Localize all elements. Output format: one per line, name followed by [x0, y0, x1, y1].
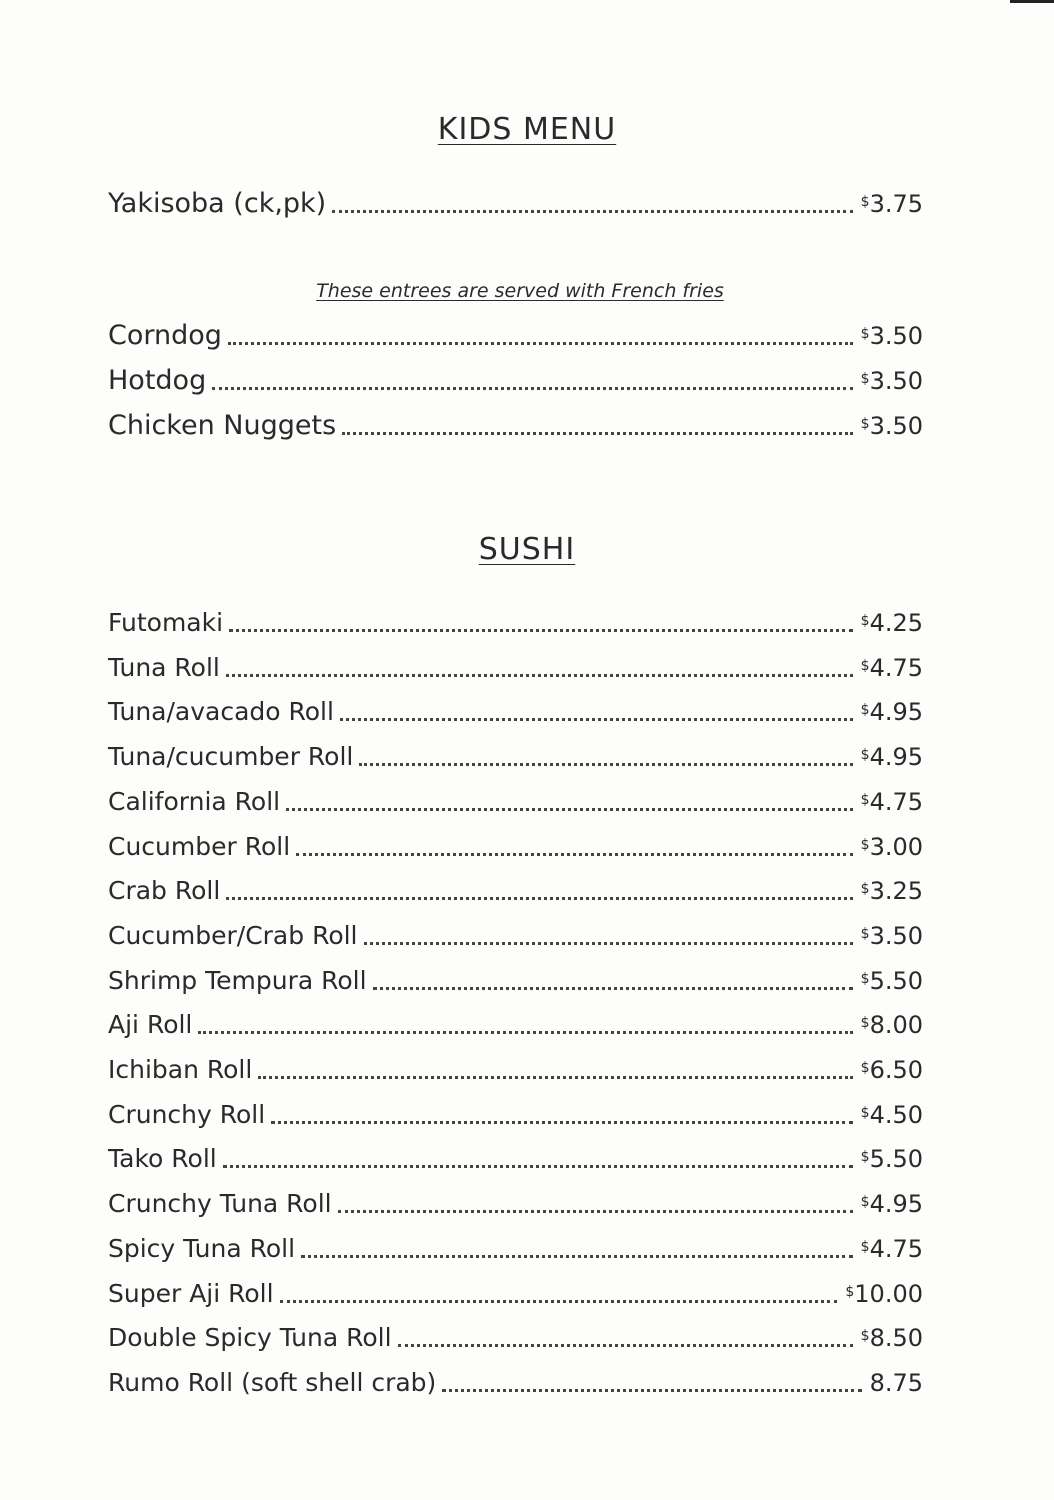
currency-symbol: $ — [860, 702, 870, 719]
menu-item-price — [845, 1276, 923, 1312]
currency-symbol: $ — [860, 371, 870, 387]
menu-item-name: Super Aji Roll — [108, 1278, 274, 1308]
menu-item-name: Spicy Tuna Roll — [108, 1233, 296, 1263]
dot-leader — [286, 807, 853, 811]
dot-leader — [442, 1388, 861, 1392]
menu-item-row — [108, 963, 923, 999]
price-amount: 3.50 — [869, 412, 923, 440]
menu-item-name: Futomaki — [108, 608, 224, 637]
menu-item-row — [108, 1097, 923, 1133]
menu-item-name: Crab Roll — [108, 876, 221, 906]
price-amount: 3.25 — [869, 877, 923, 906]
menu-item-row — [108, 873, 923, 909]
menu-item-price — [861, 1097, 923, 1133]
dot-leader — [280, 1299, 838, 1303]
price-amount: 4.95 — [869, 743, 923, 772]
currency-symbol: $ — [860, 836, 870, 853]
menu-item-name: Tako Roll — [108, 1144, 217, 1174]
menu-item-row — [108, 1186, 923, 1222]
menu-item-price — [861, 694, 923, 730]
dot-leader — [364, 941, 853, 945]
menu-item-price — [861, 1007, 923, 1043]
menu-item-price — [861, 739, 923, 775]
menu-item-price — [861, 1052, 923, 1088]
price-amount: 3.50 — [869, 322, 923, 350]
menu-item-price — [861, 408, 923, 444]
dot-leader — [198, 1030, 852, 1034]
currency-symbol: $ — [860, 881, 870, 898]
menu-item-price — [861, 1320, 923, 1356]
price-amount: 4.75 — [869, 653, 923, 682]
menu-item-name: Hotdog — [108, 365, 207, 396]
menu-item-price — [861, 318, 923, 354]
menu-item-row — [108, 186, 923, 222]
sushi-title: SUSHI — [478, 532, 576, 567]
menu-item-name: Double Spicy Tuna Roll — [108, 1323, 392, 1353]
price-amount: 6.50 — [869, 1056, 923, 1084]
menu-item-row — [108, 1231, 923, 1267]
menu-item-price — [861, 650, 923, 686]
kids-menu-title: KIDS MENU — [437, 112, 617, 147]
menu-item-price — [861, 1186, 923, 1222]
price-amount: 4.75 — [869, 787, 923, 816]
menu-item-row — [108, 829, 923, 865]
dot-leader — [229, 628, 853, 632]
fries-note: These entrees are served with French fries — [316, 280, 724, 302]
dot-leader — [271, 1120, 852, 1124]
price-amount: 3.00 — [869, 832, 923, 861]
menu-item-name: California Roll — [108, 786, 281, 816]
price-amount: 4.25 — [869, 609, 923, 637]
menu-item-price — [870, 1365, 923, 1401]
dot-leader — [226, 673, 853, 677]
currency-symbol: $ — [860, 1238, 870, 1255]
menu-item-row — [108, 739, 923, 775]
currency-symbol: $ — [860, 194, 870, 210]
menu-item-price — [861, 784, 923, 820]
menu-item-row — [108, 1320, 923, 1356]
menu-item-price — [861, 963, 923, 999]
menu-item-price — [861, 829, 923, 865]
price-amount: 3.50 — [869, 921, 923, 950]
price-amount: 3.75 — [869, 190, 923, 218]
menu-item-row — [108, 918, 923, 954]
currency-symbol: $ — [860, 1015, 870, 1032]
menu-item-row — [108, 694, 923, 730]
currency-symbol: $ — [860, 613, 870, 629]
menu-item-price — [861, 1231, 923, 1267]
price-amount: 5.50 — [869, 966, 923, 995]
currency-symbol: $ — [860, 925, 870, 942]
dot-leader — [212, 386, 852, 390]
dot-leader — [301, 1254, 853, 1258]
menu-item-name: Aji Roll — [108, 1010, 193, 1040]
dot-leader — [332, 209, 852, 213]
currency-symbol: $ — [860, 1194, 870, 1211]
menu-item-row — [108, 1276, 923, 1312]
menu-item-name: Shrimp Tempura Roll — [108, 965, 367, 995]
menu-item-name: Corndog — [108, 320, 222, 351]
dot-leader — [398, 1343, 853, 1347]
menu-item-name: Rumo Roll (soft shell crab) — [108, 1367, 437, 1397]
currency-symbol: $ — [860, 1104, 870, 1121]
dot-leader — [373, 986, 853, 990]
menu-item-row — [108, 363, 923, 399]
dot-leader — [342, 431, 852, 435]
menu-item-name: Chicken Nuggets — [108, 410, 337, 441]
menu-item-price — [861, 605, 923, 641]
menu-item-row — [108, 1052, 923, 1088]
menu-item-row — [108, 318, 923, 354]
dot-leader — [258, 1075, 852, 1079]
menu-item-name: Cucumber Roll — [108, 831, 291, 861]
menu-item-row — [108, 408, 923, 444]
price-amount: 5.50 — [869, 1145, 923, 1174]
dot-leader — [228, 341, 853, 345]
price-amount: 4.50 — [869, 1100, 923, 1129]
menu-item-price — [861, 873, 923, 909]
dot-leader — [223, 1164, 853, 1168]
currency-symbol: $ — [860, 1060, 870, 1076]
currency-symbol: $ — [860, 416, 870, 432]
menu-item-row — [108, 605, 923, 641]
menu-item-row — [108, 1365, 923, 1401]
currency-symbol: $ — [860, 657, 870, 674]
menu-item-name: Tuna Roll — [108, 652, 220, 682]
menu-item-name: Tuna/avacado Roll — [108, 697, 334, 727]
price-amount: 3.50 — [869, 367, 923, 395]
menu-item-name: Yakisoba (ck,pk) — [108, 188, 327, 219]
price-amount: 8.00 — [869, 1011, 923, 1040]
price-amount: 8.50 — [869, 1324, 923, 1353]
currency-symbol: $ — [845, 1283, 855, 1300]
price-amount: 4.75 — [869, 1234, 923, 1263]
currency-symbol: $ — [860, 1328, 870, 1345]
menu-item-price — [861, 186, 923, 222]
menu-item-name: Cucumber/Crab Roll — [108, 920, 358, 950]
currency-symbol: $ — [860, 970, 870, 987]
dot-leader — [296, 852, 852, 856]
menu-item-name: Crunchy Tuna Roll — [108, 1189, 332, 1219]
price-amount: 8.75 — [869, 1368, 923, 1397]
menu-item-price — [861, 363, 923, 399]
menu-item-name: Crunchy Roll — [108, 1099, 266, 1129]
price-amount: 4.95 — [869, 1190, 923, 1219]
menu-item-row — [108, 1141, 923, 1177]
menu-item-row — [108, 650, 923, 686]
currency-symbol: $ — [860, 747, 870, 764]
currency-symbol: $ — [860, 791, 870, 808]
menu-item-name: Ichiban Roll — [108, 1055, 253, 1084]
dot-leader — [340, 717, 853, 721]
menu-item-price — [861, 918, 923, 954]
currency-symbol: $ — [860, 1149, 870, 1166]
menu-item-price — [861, 1141, 923, 1177]
menu-item-name: Tuna/cucumber Roll — [108, 742, 354, 772]
currency-symbol: $ — [860, 326, 870, 342]
dot-leader — [338, 1209, 853, 1213]
dot-leader — [359, 762, 852, 766]
menu-item-row — [108, 1007, 923, 1043]
price-amount: 4.95 — [869, 698, 923, 727]
dot-leader — [226, 896, 852, 900]
price-amount: 10.00 — [854, 1279, 923, 1308]
menu-item-row — [108, 784, 923, 820]
